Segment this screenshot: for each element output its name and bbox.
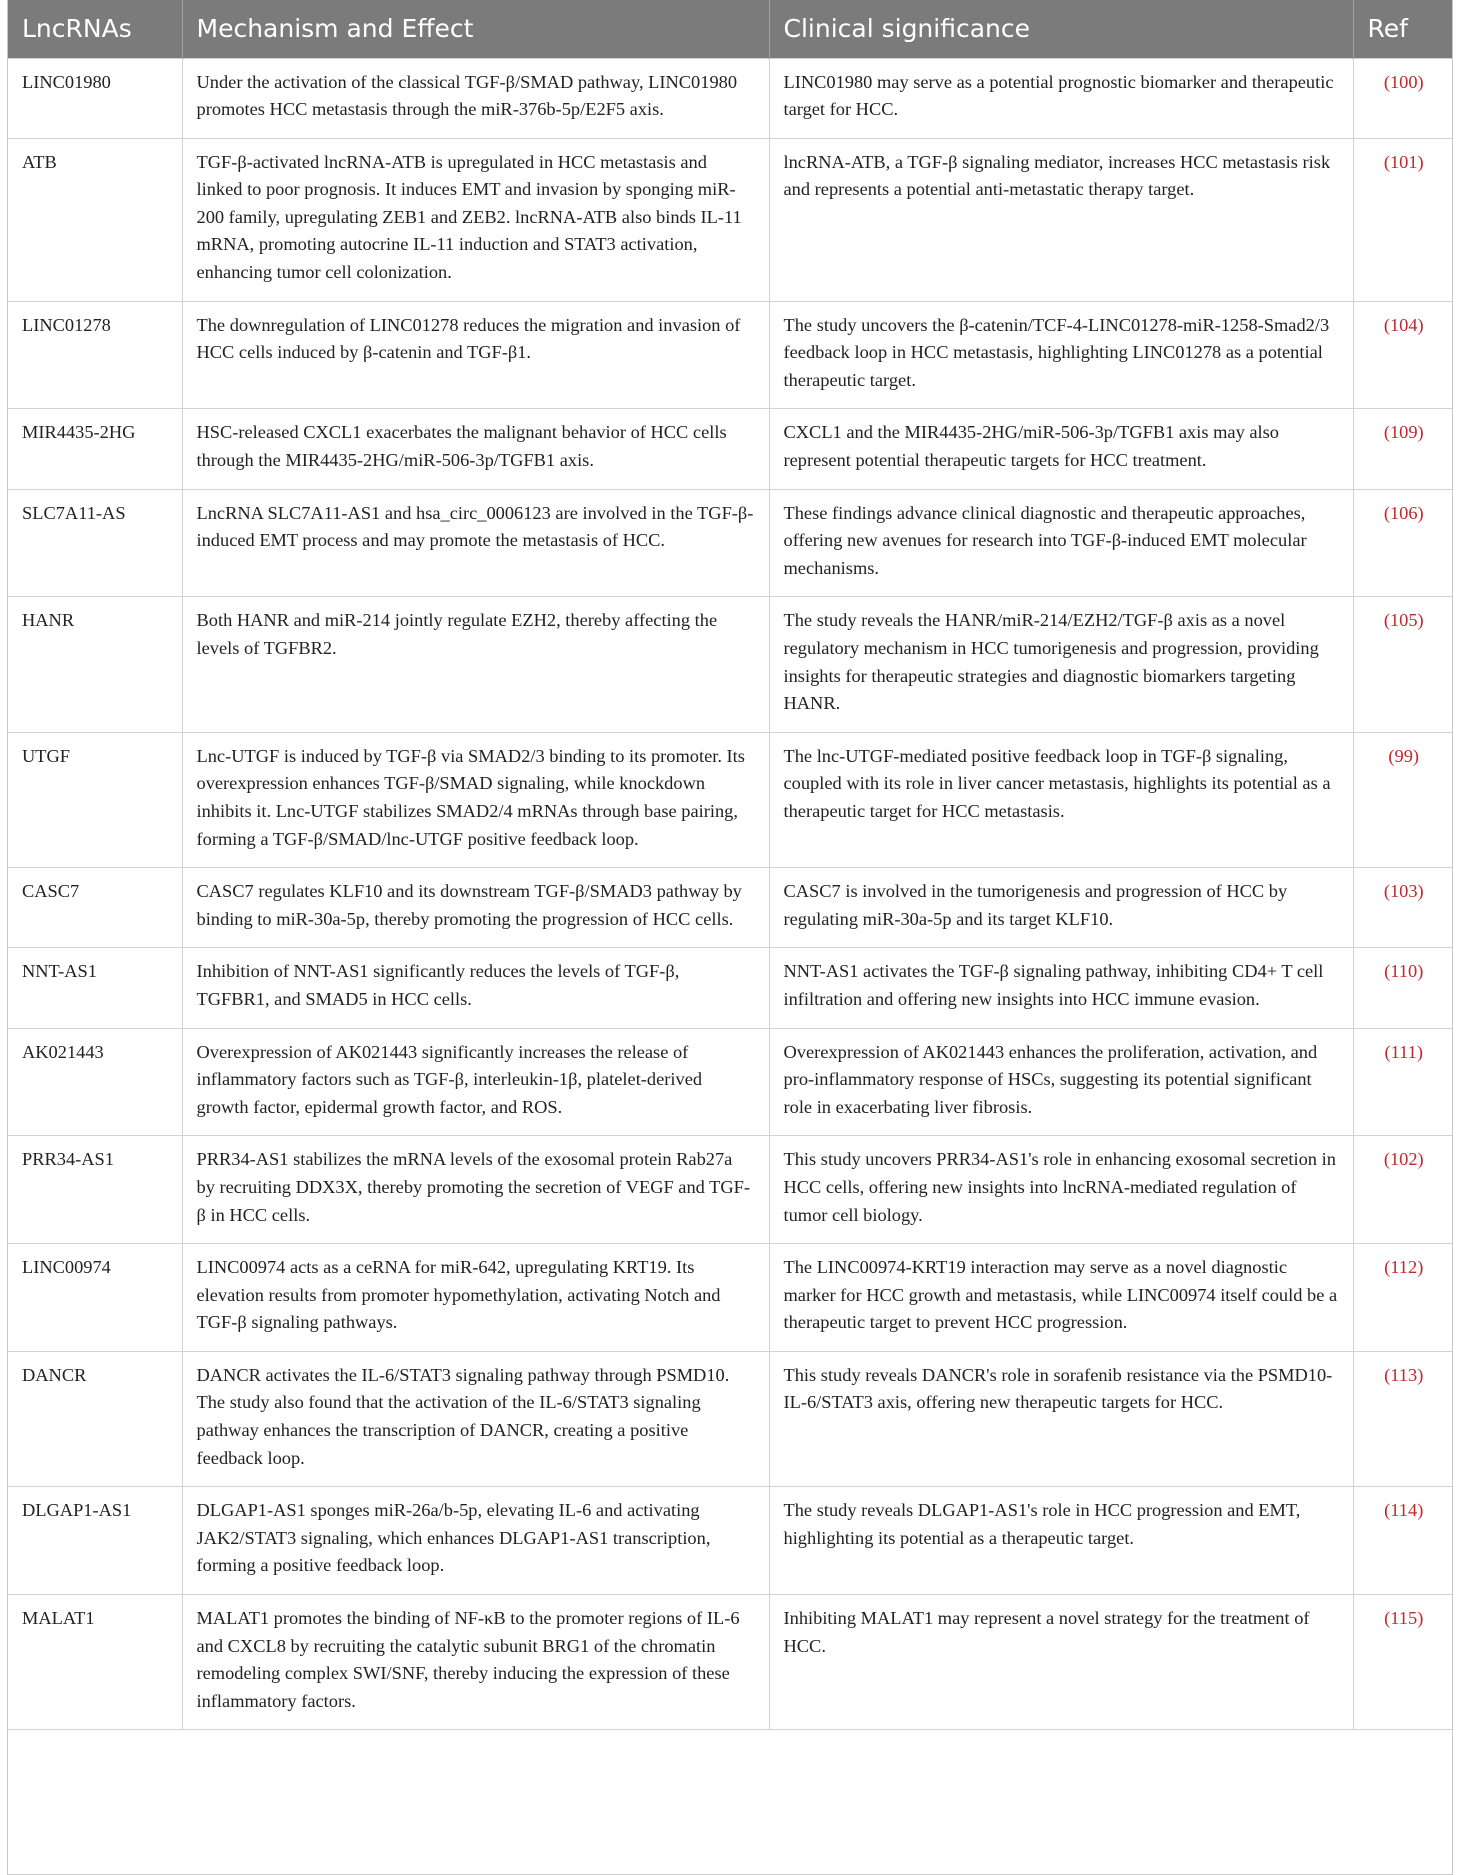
lncrna-cell: MIR4435-2HG (8, 409, 182, 489)
table-footer-row (8, 1730, 1453, 1776)
reference-link[interactable]: (115) (1353, 1595, 1453, 1730)
mechanism-cell: Overexpression of AK021443 significantly increases the release of inflammatory factors such as TGF-β, interleukin-1β, platelet-derived growth factor, epidermal growth factor, and ROS. (182, 1028, 769, 1136)
reference-link[interactable]: (109) (1353, 409, 1453, 489)
reference-link[interactable]: (114) (1353, 1487, 1453, 1595)
table-row (8, 409, 1453, 489)
clinical-cell: The study uncovers the β-catenin/TCF-4-LINC01278-miR-1258-Smad2/3 feedback loop in HCC metastasis, highlighting LINC01278 as a potential therapeutic target. (769, 301, 1353, 409)
mechanism-cell: The downregulation of LINC01278 reduces the migration and invasion of HCC cells induced by β-catenin and TGF-β1. (182, 301, 769, 409)
reference-link[interactable]: (102) (1353, 1136, 1453, 1244)
clinical-cell: CASC7 is involved in the tumorigenesis and progression of HCC by regulating miR-30a-5p and its target KLF10. (769, 868, 1353, 948)
header-clinical: Clinical significance (769, 0, 1353, 58)
reference-link[interactable]: (111) (1353, 1028, 1453, 1136)
reference-link[interactable]: (100) (1353, 58, 1453, 138)
clinical-cell: The lnc-UTGF-mediated positive feedback loop in TGF-β signaling, coupled with its role in liver cancer metastasis, highlights its potential as a therapeutic target for HCC metastasis. (769, 732, 1353, 867)
table-row (8, 1136, 1453, 1244)
clinical-cell: NNT-AS1 activates the TGF-β signaling pathway, inhibiting CD4+ T cell infiltration and offering new insights into HCC immune evasion. (769, 948, 1353, 1028)
lncrna-cell: HANR (8, 597, 182, 732)
reference-link[interactable]: (101) (1353, 138, 1453, 301)
table-row (8, 58, 1453, 138)
reference-link[interactable]: (110) (1353, 948, 1453, 1028)
table-row (8, 1487, 1453, 1595)
mechanism-cell: Lnc-UTGF is induced by TGF-β via SMAD2/3 binding to its promoter. Its overexpression enhances TGF-β/SMAD signaling, while knockdown inhibits it. Lnc-UTGF stabilizes SMAD2/4 mRNAs through base pairing, forming a TGF-β/SMAD/lnc-UTGF positive feedback loop. (182, 732, 769, 867)
table-row (8, 1244, 1453, 1352)
mechanism-cell: HSC-released CXCL1 exacerbates the malignant behavior of HCC cells through the MIR4435-2HG/miR-506-3p/TGFB1 axis. (182, 409, 769, 489)
clinical-cell: The study reveals DLGAP1-AS1's role in HCC progression and EMT, highlighting its potential as a therapeutic target. (769, 1487, 1353, 1595)
clinical-cell: lncRNA-ATB, a TGF-β signaling mediator, increases HCC metastasis risk and represents a potential anti-metastatic therapy target. (769, 138, 1353, 301)
table-row (8, 868, 1453, 948)
lncrna-cell: DANCR (8, 1351, 182, 1486)
lncrna-cell: CASC7 (8, 868, 182, 948)
reference-link[interactable]: (104) (1353, 301, 1453, 409)
table-row (8, 1595, 1453, 1730)
table-row (8, 301, 1453, 409)
lncrna-cell: PRR34-AS1 (8, 1136, 182, 1244)
lncrna-cell: LINC00974 (8, 1244, 182, 1352)
lncrna-cell: NNT-AS1 (8, 948, 182, 1028)
mechanism-cell: PRR34-AS1 stabilizes the mRNA levels of the exosomal protein Rab27a by recruiting DDX3X, thereby promoting the secretion of VEGF and TGF-β in HCC cells. (182, 1136, 769, 1244)
clinical-cell: Overexpression of AK021443 enhances the proliferation, activation, and pro-inflammatory response of HSCs, suggesting its potential significant role in exacerbating liver fibrosis. (769, 1028, 1353, 1136)
header-ref: Ref (1367, 14, 1408, 44)
header-mechanism: Mechanism and Effect (182, 0, 769, 58)
header-lncrnas: LncRNAs (8, 0, 182, 58)
mechanism-cell: DANCR activates the IL-6/STAT3 signaling pathway through PSMD10. The study also found that the activation of the IL-6/STAT3 signaling pathway enhances the transcription of DANCR, creating a positive feedback loop. (182, 1351, 769, 1486)
reference-link[interactable]: (103) (1353, 868, 1453, 948)
table-body (8, 58, 1453, 1775)
mechanism-cell: DLGAP1-AS1 sponges miR-26a/b-5p, elevating IL-6 and activating JAK2/STAT3 signaling, which enhances DLGAP1-AS1 transcription, forming a positive feedback loop. (182, 1487, 769, 1595)
mechanism-cell: Under the activation of the classical TGF-β/SMAD pathway, LINC01980 promotes HCC metastasis through the miR-376b-5p/E2F5 axis. (182, 58, 769, 138)
mechanism-cell: TGF-β-activated lncRNA-ATB is upregulated in HCC metastasis and linked to poor prognosis. It induces EMT and invasion by sponging miR-200 family, upregulating ZEB1 and ZEB2. lncRNA-ATB also binds IL-11 mRNA, promoting autocrine IL-11 induction and STAT3 activation, enhancing tumor cell colonization. (182, 138, 769, 301)
clinical-cell: These findings advance clinical diagnostic and therapeutic approaches, offering new avenues for research into TGF-β-induced EMT molecular mechanisms. (769, 489, 1353, 597)
reference-link[interactable]: (106) (1353, 489, 1453, 597)
table-row (8, 732, 1453, 867)
mechanism-cell: LncRNA SLC7A11-AS1 and hsa_circ_0006123 are involved in the TGF-β-induced EMT process and may promote the metastasis of HCC. (182, 489, 769, 597)
table-row (8, 1351, 1453, 1486)
clinical-cell: This study reveals DANCR's role in sorafenib resistance via the PSMD10-IL-6/STAT3 axis, offering new therapeutic targets for HCC. (769, 1351, 1353, 1486)
lncrna-cell: SLC7A11-AS (8, 489, 182, 597)
lncrna-cell: DLGAP1-AS1 (8, 1487, 182, 1595)
clinical-cell: The LINC00974-KRT19 interaction may serve as a novel diagnostic marker for HCC growth and metastasis, while LINC00974 itself could be a therapeutic target to prevent HCC progression. (769, 1244, 1353, 1352)
reference-link[interactable]: (113) (1353, 1351, 1453, 1486)
table-row (8, 489, 1453, 597)
table-row (8, 948, 1453, 1028)
table-header (8, 0, 1453, 58)
data-table (8, 0, 1453, 1775)
clinical-cell: LINC01980 may serve as a potential prognostic biomarker and therapeutic target for HCC. (769, 58, 1353, 138)
table-row (8, 138, 1453, 301)
lncrna-table (7, 0, 1453, 1875)
lncrna-cell: AK021443 (8, 1028, 182, 1136)
clinical-cell: The study reveals the HANR/miR-214/EZH2/TGF-β axis as a novel regulatory mechanism in HCC tumorigenesis and progression, providing insights for therapeutic strategies and diagnostic biomarkers targeting HANR. (769, 597, 1353, 732)
table-row (8, 597, 1453, 732)
reference-link[interactable]: (105) (1353, 597, 1453, 732)
reference-link[interactable]: (112) (1353, 1244, 1453, 1352)
clinical-cell: CXCL1 and the MIR4435-2HG/miR-506-3p/TGFB1 axis may also represent potential therapeutic targets for HCC treatment. (769, 409, 1353, 489)
header-row (8, 0, 1453, 58)
mechanism-cell: LINC00974 acts as a ceRNA for miR-642, upregulating KRT19. Its elevation results from promoter hypomethylation, activating Notch and TGF-β signaling pathways. (182, 1244, 769, 1352)
mechanism-cell: Inhibition of NNT-AS1 significantly reduces the levels of TGF-β, TGFBR1, and SMAD5 in HCC cells. (182, 948, 769, 1028)
lncrna-cell: UTGF (8, 732, 182, 867)
lncrna-cell: MALAT1 (8, 1595, 182, 1730)
mechanism-cell: CASC7 regulates KLF10 and its downstream TGF-β/SMAD3 pathway by binding to miR-30a-5p, thereby promoting the progression of HCC cells. (182, 868, 769, 948)
table-row (8, 1028, 1453, 1136)
lncrna-cell: LINC01980 (8, 58, 182, 138)
mechanism-cell: Both HANR and miR-214 jointly regulate EZH2, thereby affecting the levels of TGFBR2. (182, 597, 769, 732)
table-footer-cell (8, 1730, 1453, 1776)
lncrna-cell: ATB (8, 138, 182, 301)
mechanism-cell: MALAT1 promotes the binding of NF-κB to the promoter regions of IL-6 and CXCL8 by recruiting the catalytic subunit BRG1 of the chromatin remodeling complex SWI/SNF, thereby inducing the expression of these inflammatory factors. (182, 1595, 769, 1730)
reference-link[interactable]: (99) (1353, 732, 1453, 867)
clinical-cell: This study uncovers PRR34-AS1's role in enhancing exosomal secretion in HCC cells, offering new insights into lncRNA-mediated regulation of tumor cell biology. (769, 1136, 1353, 1244)
lncrna-cell: LINC01278 (8, 301, 182, 409)
clinical-cell: Inhibiting MALAT1 may represent a novel strategy for the treatment of HCC. (769, 1595, 1353, 1730)
